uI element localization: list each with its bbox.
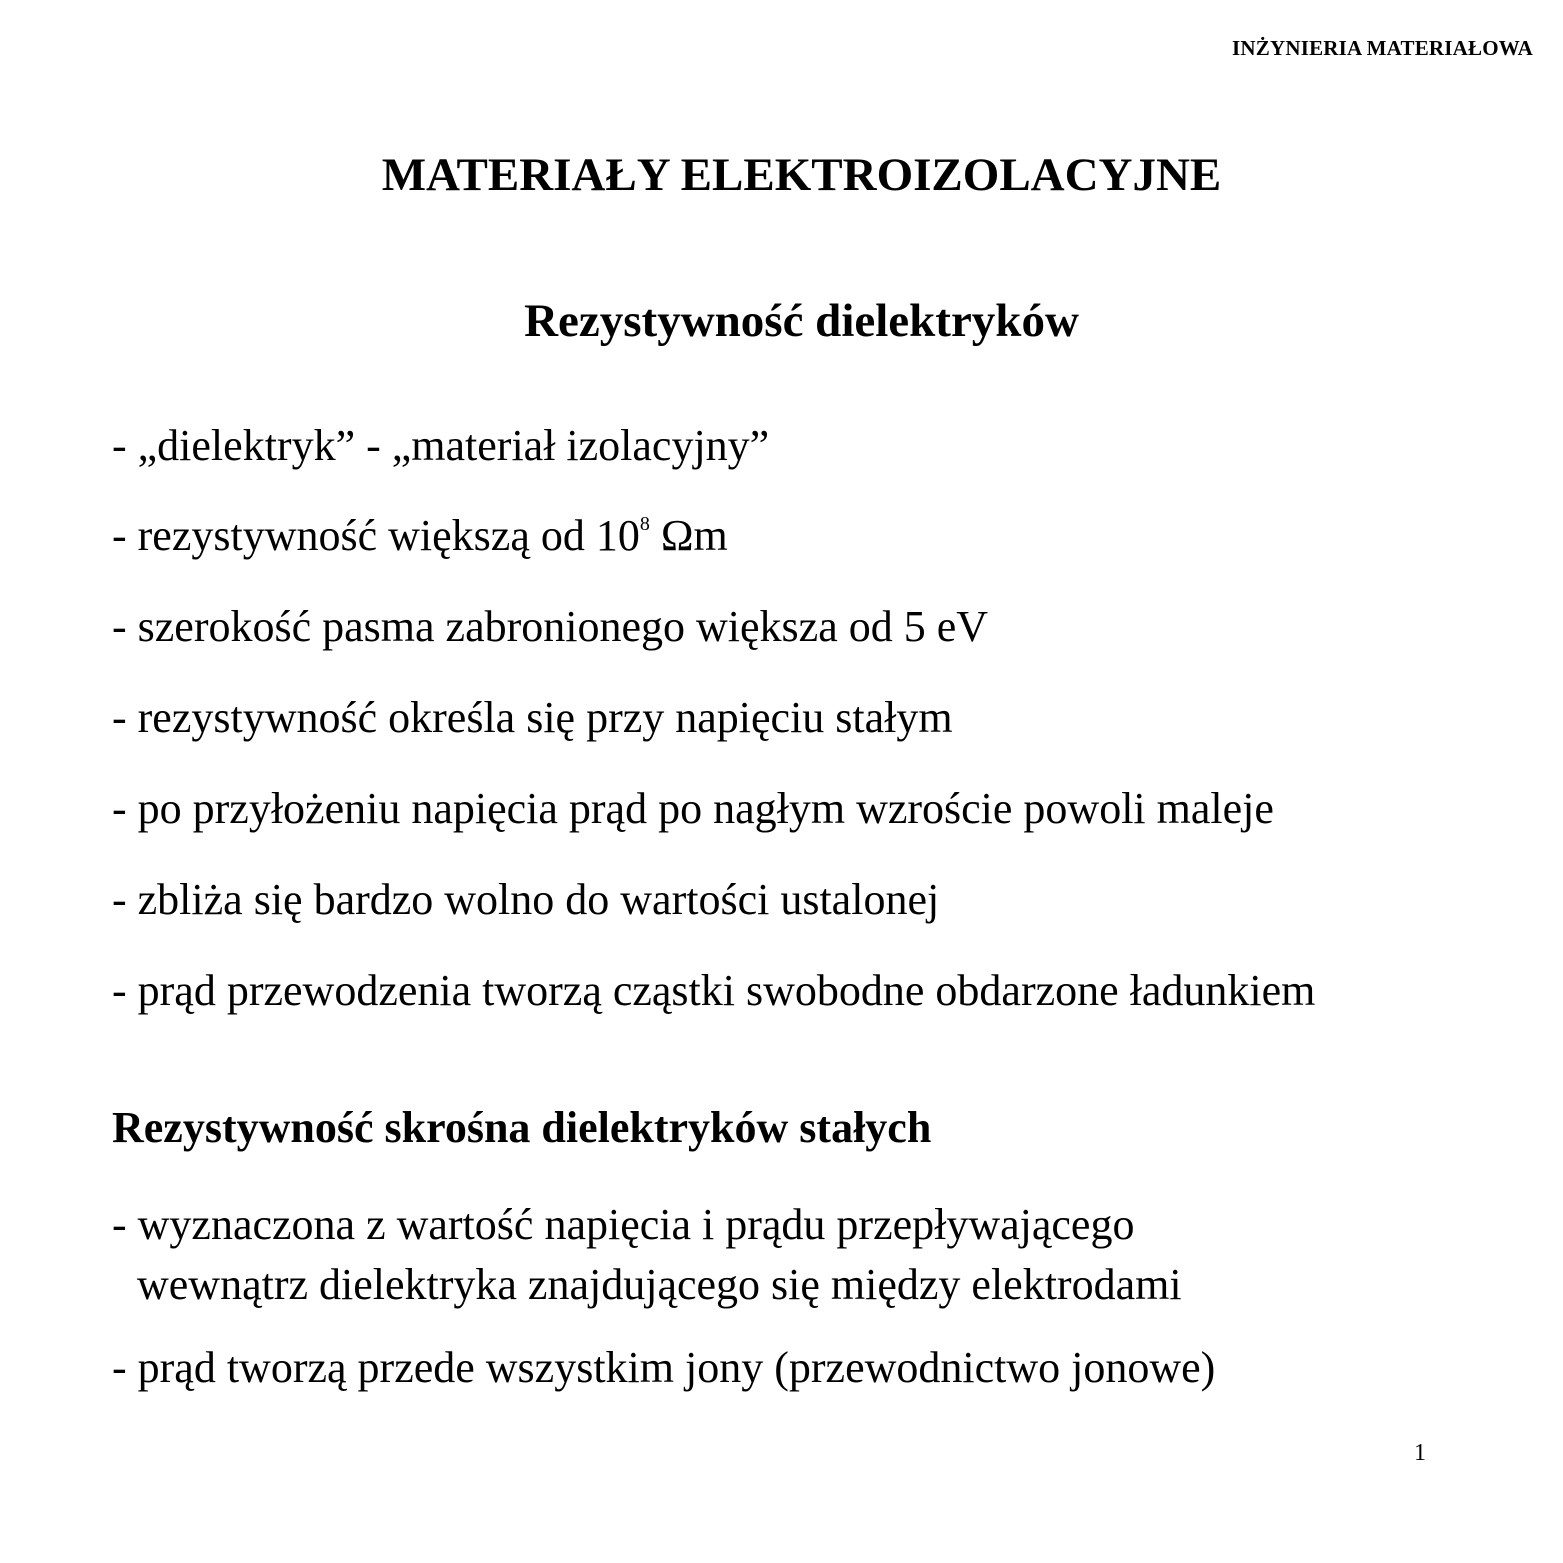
section2-bullet-1 [112, 1195, 1182, 1315]
bullet-5: - po przyłożeniu napięcia prąd po nagłym wzroście powoli maleje [112, 784, 1274, 833]
bullet-3: - szerokość pasma zabronionego większa od 5 eV [112, 602, 989, 651]
section-title: Rezystywność dielektryków [524, 295, 1079, 347]
section-heading: Rezystywność skrośna dielektryków stałych [112, 1103, 932, 1152]
page-number: 1 [1414, 1440, 1426, 1466]
running-header: INŻYNIERIA MATERIAŁOWA [1232, 36, 1533, 60]
bullet-2-unit: Ωm [649, 511, 728, 560]
bullet-7: - prąd przewodzenia tworzą cząstki swobodne obdarzone ładunkiem [112, 966, 1316, 1015]
section2-bullet-1-line-1: - wyznaczona z wartość napięcia i prądu przepływającego [112, 1200, 1135, 1249]
page-title: MATERIAŁY ELEKTROIZOLACYJNE [381, 149, 1222, 201]
section2-bullet-1-line-2: wewnątrz dielektryka znajdującego się między elektrodami [137, 1260, 1182, 1309]
bullet-6: - zbliża się bardzo wolno do wartości ustalonej [112, 875, 940, 924]
bullet-2-exponent: 8 [639, 513, 650, 535]
bullet-4: - rezystywność określa się przy napięciu stałym [112, 693, 953, 742]
bullet-2 [112, 510, 728, 561]
bullet-1: - „dielektryk” - „materiał izolacyjny” [112, 421, 770, 470]
section2-bullet-2: - prąd tworzą przede wszystkim jony (przewodnictwo jonowe) [112, 1343, 1216, 1392]
bullet-2-text: - rezystywność większą od 10 [112, 511, 640, 560]
